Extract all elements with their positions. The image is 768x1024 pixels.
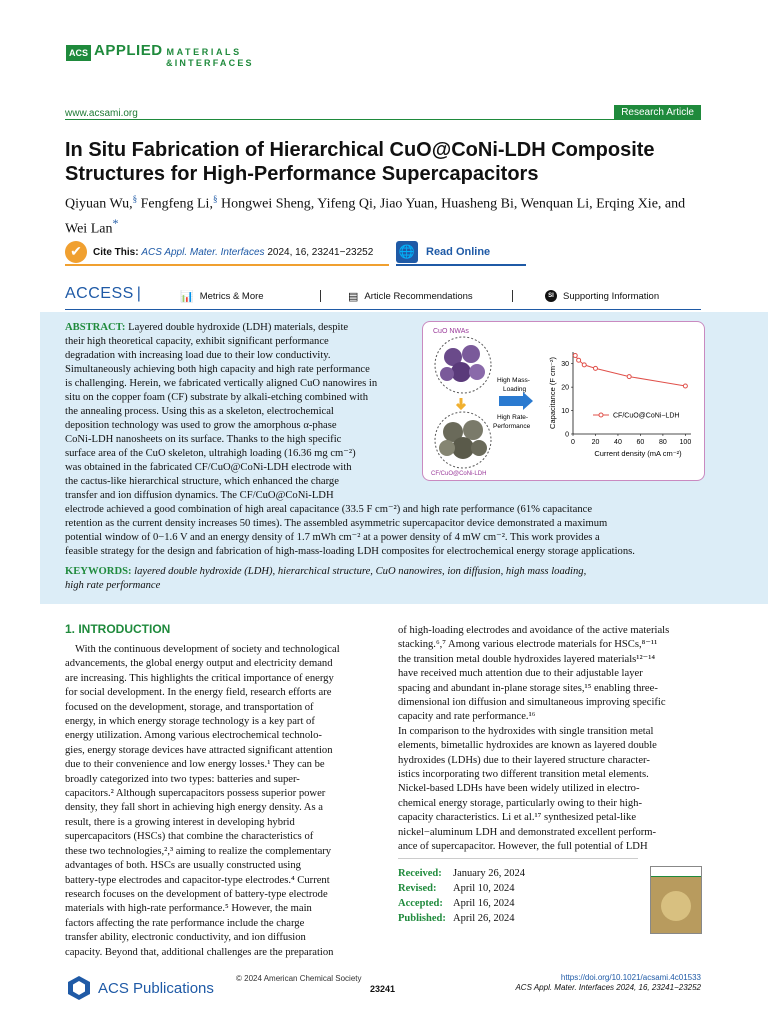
journal-cover-image[interactable] — [650, 866, 702, 934]
cite-details: 2024, 16, 23241−23252 — [267, 246, 374, 258]
publisher-name: ACS Publications — [98, 979, 214, 997]
accepted-date: April 16, 2024 — [453, 898, 515, 909]
toc-cf-label: CF/CuO@CoNi-LDH — [431, 471, 487, 477]
abstract-line: situ on the copper foam (CF) substrate by alkali-etching combined with — [65, 392, 369, 403]
copyright: © 2024 American Chemical Society — [236, 974, 362, 983]
si-label: Supporting Information — [563, 290, 660, 302]
text-line: the transition metal double hydroxides layered materials¹²⁻¹⁴ — [398, 653, 656, 665]
x-tick-label: 80 — [659, 439, 667, 446]
doi-link[interactable]: https://doi.org/10.1021/acsami.4c01533 — [560, 973, 701, 982]
accepted-label: Accepted: — [398, 898, 443, 909]
checkmark-icon: ✔ — [65, 241, 87, 263]
abstract-line: the cactus-like hierarchical structure, which enhanced the charge — [65, 476, 339, 487]
access-rule — [65, 309, 701, 310]
text-line: gies, energy storage devices have attracted significant attention — [65, 744, 333, 756]
doi-block — [515, 973, 701, 993]
text-line: capacity and rate performance.¹⁶ — [398, 711, 536, 723]
dates-rule — [398, 858, 638, 859]
author-2-note[interactable]: § — [212, 194, 218, 204]
text-line: broadly categorized into two types: batteries and super- — [65, 773, 300, 785]
published-label: Published: — [398, 913, 446, 924]
text-line: advancements, the global energy output and electricity demand — [65, 658, 333, 670]
cite-label: Cite This: — [93, 246, 139, 258]
legend-marker — [599, 413, 603, 417]
text-line: ance of supercapacitor. However, the full potential of LDH — [398, 841, 648, 853]
text-line: retention as the current density increases 50 times). The assembled asymmetric supercapacitor device demonstrated a maximum — [65, 518, 608, 529]
article-type-badge: Research Article — [614, 105, 701, 120]
text-line: potential window of 0−1.6 V and an energy density of 1.7 mWh cm⁻² at a power density of 4 mW cm⁻². This work provides a — [65, 532, 600, 543]
text-line: In comparison to the hydroxides with single transition metal — [398, 725, 654, 737]
publication-dates — [398, 866, 638, 926]
text-line: are increasing. This highlights the critical importance of energy — [65, 672, 334, 684]
text-line: energy utilization. Among various electrochemical technolo- — [65, 730, 322, 742]
abstract-line: CoNi-LDH nanosheets on its surface. Thanks to the high specific — [65, 434, 342, 445]
text-line: Nickel-based LDHs have been widely utilized in electro- — [398, 783, 640, 795]
keywords-line2: high rate performance — [65, 580, 161, 591]
abstract-line: Simultaneously achieving both high capacity and high rate performance — [65, 364, 370, 375]
abstract-line: transfer and ion diffusion dynamics. The CF/CuO@CoNi-LDH — [65, 490, 334, 501]
blue-arrow-body — [499, 396, 523, 406]
abstract-line: deposition technology was used to grow the amorphous α-phase — [65, 420, 337, 431]
received-date: January 26, 2024 — [453, 868, 526, 879]
text-line: focused on the development, storage, and transportation of — [65, 701, 314, 713]
arrow-top-line2: Loading — [503, 386, 527, 393]
page-number: 23241 — [370, 984, 396, 994]
article-recommendations-button[interactable] — [348, 290, 473, 303]
text-line: istics incorporating two different transition metal elements. — [398, 769, 649, 781]
toc-graphic — [422, 321, 705, 481]
corresponding-author-mark[interactable]: * — [112, 215, 119, 230]
data-point — [577, 358, 581, 362]
data-point — [573, 354, 577, 358]
acs-logo-box: ACS — [66, 45, 91, 61]
other-authors[interactable]: Hongwei Sheng, Yifeng Qi, Jiao Yuan, Huasheng Bi, Wenquan Li, Erqing Xie, and Wei Lan — [65, 196, 686, 237]
read-online-label: Read Online — [426, 246, 491, 258]
text-line: due to their convenience and low energy losses.¹ They can be — [65, 759, 325, 771]
text-line: battery-type electrodes and capacitor-type electrodes.⁴ Current — [65, 874, 330, 886]
header-rule — [65, 119, 701, 120]
abstract-line: the annealing process. Using this as a skeleton, electrochemical — [65, 406, 334, 417]
x-tick-label: 100 — [679, 439, 692, 446]
text-line: supercapacitors (HSCs) that combine the characteristics of — [65, 831, 314, 843]
x-tick-label: 20 — [591, 439, 600, 446]
cite-this[interactable] — [65, 240, 389, 266]
abstract-line: is challenging. Herein, we fabricated vertically aligned CuO nanowires in — [65, 378, 378, 389]
y-tick-label: 0 — [565, 431, 569, 439]
acs-publications-logo[interactable] — [66, 975, 214, 1001]
text-line: research focuses on the development of battery-type electrode — [65, 888, 328, 900]
read-online-button[interactable] — [396, 240, 526, 266]
keywords — [65, 565, 705, 593]
abstract-line: was obtained in the fabricated CF/CuO@CoNi-LDH electrode with — [65, 462, 352, 473]
text-line: advantages of both. HSCs are usually constructed using — [65, 860, 301, 872]
author-1-note[interactable]: § — [132, 194, 138, 204]
intro-heading: 1. INTRODUCTION — [65, 622, 171, 636]
logo-materials: MATERIALS — [166, 47, 242, 57]
received-label: Received: — [398, 868, 442, 879]
intro-left-column — [65, 643, 367, 960]
text-line: spacing and abundant in-plane storage sites,¹⁵ enabling three- — [398, 682, 658, 694]
x-axis-label: Current density (mA cm⁻²) — [594, 449, 682, 458]
abstract-line — [65, 321, 413, 335]
keywords-line1: layered double hydroxide (LDH), hierarchical structure, CuO nanowires, ion diffusion, high mass loading, — [131, 566, 587, 577]
legend-label: CF/CuO@CoNi−LDH — [613, 412, 680, 420]
abstract-text-narrow — [65, 321, 413, 503]
arrow-top-line1: High Mass- — [497, 377, 530, 384]
abstract-line: degradation with increasing load due to their low conductivity. — [65, 350, 331, 361]
journal-site-link[interactable]: www.acsami.org — [65, 108, 138, 119]
toc-svg — [423, 322, 706, 482]
series-line — [575, 356, 685, 386]
text-line: for social development. In the energy field, research efforts are — [65, 687, 332, 699]
intro-right-column — [398, 624, 702, 855]
down-arrow — [457, 398, 465, 408]
x-tick-label: 0 — [571, 439, 575, 446]
text-line: materials with high-rate performance.⁵ However, the main — [65, 903, 312, 915]
abstract-line: surface area of the CuO skeleton, ultrahigh loading (16.36 mg cm⁻²) — [65, 448, 356, 459]
author-2[interactable]: Fengfeng Li, — [137, 196, 213, 212]
toc-cuo-label: CuO NWAs — [433, 328, 469, 335]
y-tick-label: 10 — [561, 408, 569, 416]
logo-applied: APPLIED — [94, 42, 163, 59]
si-icon: SI — [545, 290, 557, 302]
article-title: In Situ Fabrication of Hierarchical CuO@CoNi-LDH Composite Structures for High-Performance Supercapacitors — [65, 139, 655, 185]
x-tick-label: 60 — [636, 439, 645, 446]
text-line: chemical energy storage, particularly owing to their high- — [398, 797, 642, 809]
divider — [320, 290, 321, 302]
text-line: result, there is a growing interest in developing hybrid — [65, 816, 295, 828]
ldh-composite-image — [439, 420, 487, 459]
supporting-information-button[interactable] — [545, 290, 659, 302]
capacitance-chart — [548, 352, 691, 458]
text-line: density, they fall short in achieving high energy density. As a — [65, 802, 323, 814]
metrics-button[interactable] — [180, 290, 264, 303]
x-tick-label: 40 — [614, 439, 622, 446]
arrow-bottom-line1: High Rate- — [497, 414, 529, 421]
recs-label: Article Recommendations — [364, 291, 473, 302]
text-line: With the continuous development of society and technological — [75, 644, 340, 655]
published-date: April 26, 2024 — [453, 913, 515, 924]
text-line: of high-loading electrodes and avoidance of the active materials — [398, 625, 670, 636]
abstract-line: their high theoretical capacity, exhibit significant performance — [65, 336, 329, 347]
revised-label: Revised: — [398, 883, 437, 894]
text-line: elements, bimetallic hydroxides are known as layered double — [398, 740, 657, 752]
globe-icon: 🌐 — [396, 241, 418, 263]
logo-interfaces: &INTERFACES — [166, 58, 254, 68]
revised-date: April 10, 2024 — [453, 883, 515, 894]
data-point — [582, 363, 586, 367]
text-line: capacitors.² Although supercapacitors possess superior power — [65, 788, 326, 800]
document-icon: ▤ — [348, 291, 359, 303]
acs-hexagon-icon — [66, 975, 92, 1001]
divider — [512, 290, 513, 302]
cite-ref[interactable]: ACS Appl. Mater. Interfaces — [141, 246, 265, 258]
cuo-nanowires-image — [440, 345, 485, 382]
abstract-first-line: Layered double hydroxide (LDH) materials, despite — [128, 322, 349, 333]
journal-logo — [66, 43, 254, 68]
y-tick-label: 20 — [561, 384, 569, 392]
text-line: energy, in which energy storage technology is a key part of — [65, 716, 315, 728]
y-axis-label: Capacitance (F cm⁻²) — [548, 357, 557, 429]
data-point — [593, 366, 597, 370]
keywords-label: KEYWORDS: — [65, 566, 132, 577]
abstract-label: ABSTRACT: — [65, 322, 126, 333]
text-line: dimensional ion diffusion and simultaneous improving specific — [398, 697, 666, 709]
data-point — [627, 375, 631, 379]
text-line: factors affecting the rate performance include the charge — [65, 917, 305, 929]
text-line: nickel−aluminum LDH and demonstrated excellent perform- — [398, 826, 657, 838]
text-line: feasible strategy for the design and fabrication of high-mass-loading LDH composites for electrochemical energy storage applications. — [65, 546, 635, 557]
text-line: hydroxides (LDHs) due to their layered structure character- — [398, 754, 650, 766]
text-line: these two technologies,²,³ aiming to realize the complementary — [65, 845, 332, 857]
author-list — [65, 190, 705, 238]
blue-arrow-head — [523, 392, 533, 410]
access-label: ACCESS | — [65, 285, 142, 302]
text-line: capacity. Beyond that, additional challenges are the preparation — [65, 946, 334, 958]
y-tick-label: 30 — [561, 361, 569, 369]
metrics-label: Metrics & More — [199, 291, 264, 302]
data-point — [683, 384, 687, 388]
text-line: electrode achieved a good combination of high areal capacitance (33.5 F cm⁻²) and high rate performance (61% capacitance — [65, 504, 593, 515]
bar-chart-icon: 📊 — [180, 291, 194, 303]
footer-cite: ACS Appl. Mater. Interfaces 2024, 16, 23241−23252 — [515, 983, 701, 992]
author-1[interactable]: Qiyuan Wu, — [65, 196, 133, 212]
abstract-text-wide — [65, 503, 705, 559]
text-line: have received much attention due to their adjustable layer — [398, 668, 643, 680]
arrow-bottom-line2: Performance — [493, 423, 531, 430]
text-line: stacking.⁶,⁷ Among various electrode materials for HSCs,⁸⁻¹¹ — [398, 639, 658, 651]
text-line: transfer ability, electronic conductivity, and ion diffusion — [65, 932, 306, 944]
text-line: capacity characteristics. Li et al.¹⁷ synthesized petal-like — [398, 812, 637, 824]
